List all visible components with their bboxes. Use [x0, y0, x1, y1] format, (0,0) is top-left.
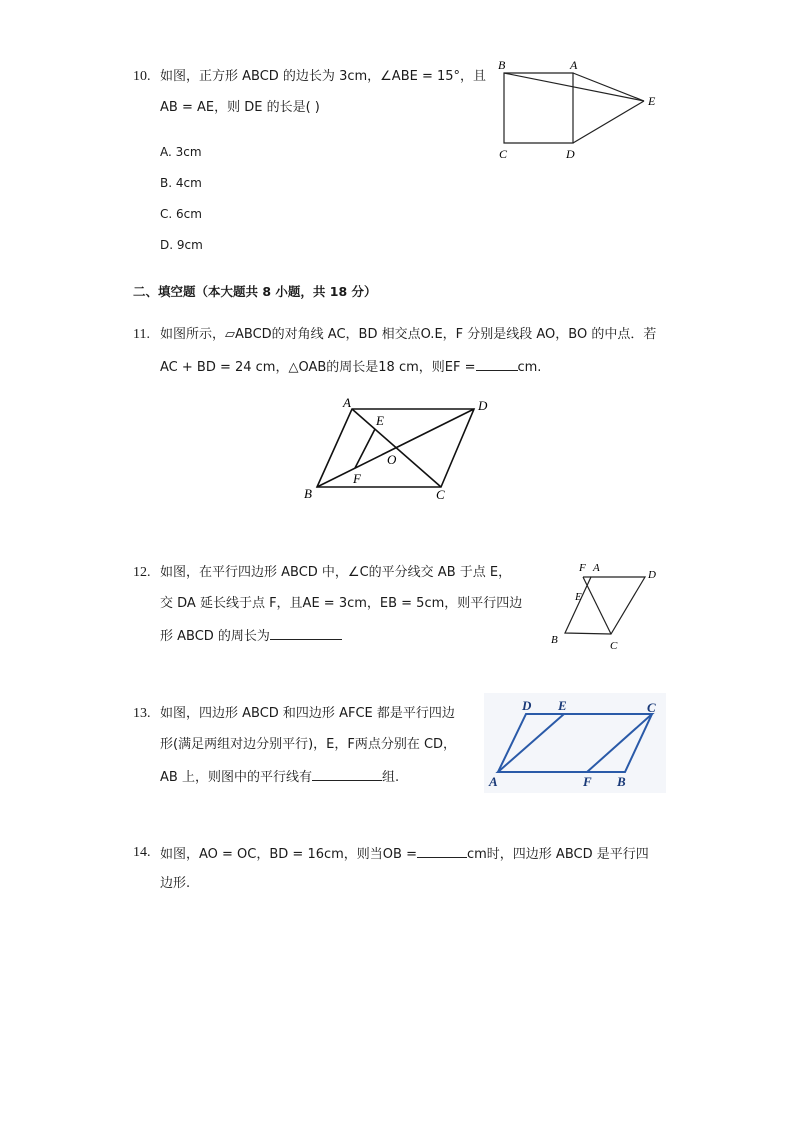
question-number: 14. — [133, 845, 151, 860]
question-number: 13. — [133, 706, 151, 721]
label-f: F — [583, 774, 592, 789]
label-c: C — [610, 640, 618, 652]
label-d: D — [522, 698, 532, 713]
label-d: D — [648, 569, 656, 581]
question-text-line: 如图，正方形 ABCD 的边长为 3cm，∠ABE = 15°，且 — [160, 69, 487, 84]
label-f: F — [579, 562, 586, 574]
segment-be — [504, 73, 644, 101]
two-parallelograms-figure — [484, 693, 666, 793]
question-text-line: 如图，四边形 ABCD 和四边形 AFCE 都是平行四边 — [160, 706, 455, 721]
question-text-line — [160, 843, 649, 865]
question-text-line: 交 DA 延长线于点 F，且AE = 3cm，EB = 5cm，则平行四边 — [160, 596, 523, 611]
question-number: 10. — [133, 69, 151, 84]
label-o: O — [387, 452, 397, 467]
label-b: B — [617, 774, 626, 789]
question-text-line: 如图，在平行四边形 ABCD 中，∠C的平分线交 AB 于点 E， — [160, 565, 512, 580]
question-text-part: AB 上，则图中的平行线有 — [160, 770, 312, 785]
label-a: A — [343, 395, 351, 410]
label-c: C — [436, 487, 445, 502]
label-b: B — [551, 634, 558, 646]
option-a[interactable]: A. 3cm — [160, 145, 202, 159]
question-text-part: cm时，四边形 ABCD 是平行四 — [466, 847, 649, 862]
question-number: 11. — [133, 327, 150, 342]
answer-blank[interactable] — [312, 766, 382, 781]
option-d[interactable]: D. 9cm — [160, 238, 203, 252]
question-text-line: 如图所示，▱ABCD的对角线 AC，BD 相交点O.E，F 分别是线段 AO，BO 的中点．若 — [160, 327, 657, 342]
label-d: D — [478, 398, 488, 413]
option-b[interactable]: B. 4cm — [160, 176, 202, 190]
label-e: E — [575, 591, 582, 603]
label-b: B — [304, 486, 312, 501]
question-number: 12. — [133, 565, 151, 580]
diagonal-bd — [317, 409, 474, 487]
question-text-line: 形(满足两组对边分别平行)，E，F两点分别在 CD， — [160, 737, 457, 752]
parallelogram-abcd — [565, 577, 645, 634]
section-heading: 二、填空题（本大题共 8 小题，共 18 分） — [133, 284, 377, 299]
label-d: D — [566, 147, 575, 161]
question-text-part: 如图，AO = OC，BD = 16cm，则当OB = — [160, 847, 417, 862]
label-c: C — [499, 147, 508, 161]
label-a: A — [593, 562, 600, 574]
parallelogram-figure — [298, 392, 508, 504]
label-e: E — [376, 413, 384, 428]
question-text-line: 边形. — [160, 876, 191, 891]
question-text-line — [160, 356, 541, 378]
question-text-line: AB = AE，则 DE 的长是( ) — [160, 100, 320, 115]
answer-blank[interactable] — [417, 843, 467, 858]
question-text-part: AC + BD = 24 cm，△OAB的周长是18 cm，则EF = — [160, 360, 476, 375]
label-a: A — [570, 58, 578, 72]
segment-de — [573, 101, 644, 143]
label-a: A — [489, 774, 498, 789]
label-f: F — [353, 471, 361, 486]
label-b: B — [498, 58, 506, 72]
label-e: E — [648, 94, 656, 108]
question-text-part: cm. — [517, 360, 542, 375]
label-c: C — [647, 700, 656, 715]
question-text-part: 组. — [381, 770, 400, 785]
answer-blank[interactable] — [270, 625, 342, 640]
bisector-cf — [583, 577, 611, 634]
parallelogram-bisector-figure — [545, 558, 665, 656]
question-text-line — [160, 766, 399, 788]
square-figure — [490, 55, 670, 165]
segment-ae — [573, 73, 644, 101]
question-text-line — [160, 625, 342, 647]
question-text-part: 形 ABCD 的周长为 — [160, 629, 270, 644]
segment-ef — [355, 429, 375, 468]
label-e: E — [558, 698, 567, 713]
option-c[interactable]: C. 6cm — [160, 207, 202, 221]
answer-blank[interactable] — [476, 356, 518, 371]
square-abcd — [504, 73, 573, 143]
